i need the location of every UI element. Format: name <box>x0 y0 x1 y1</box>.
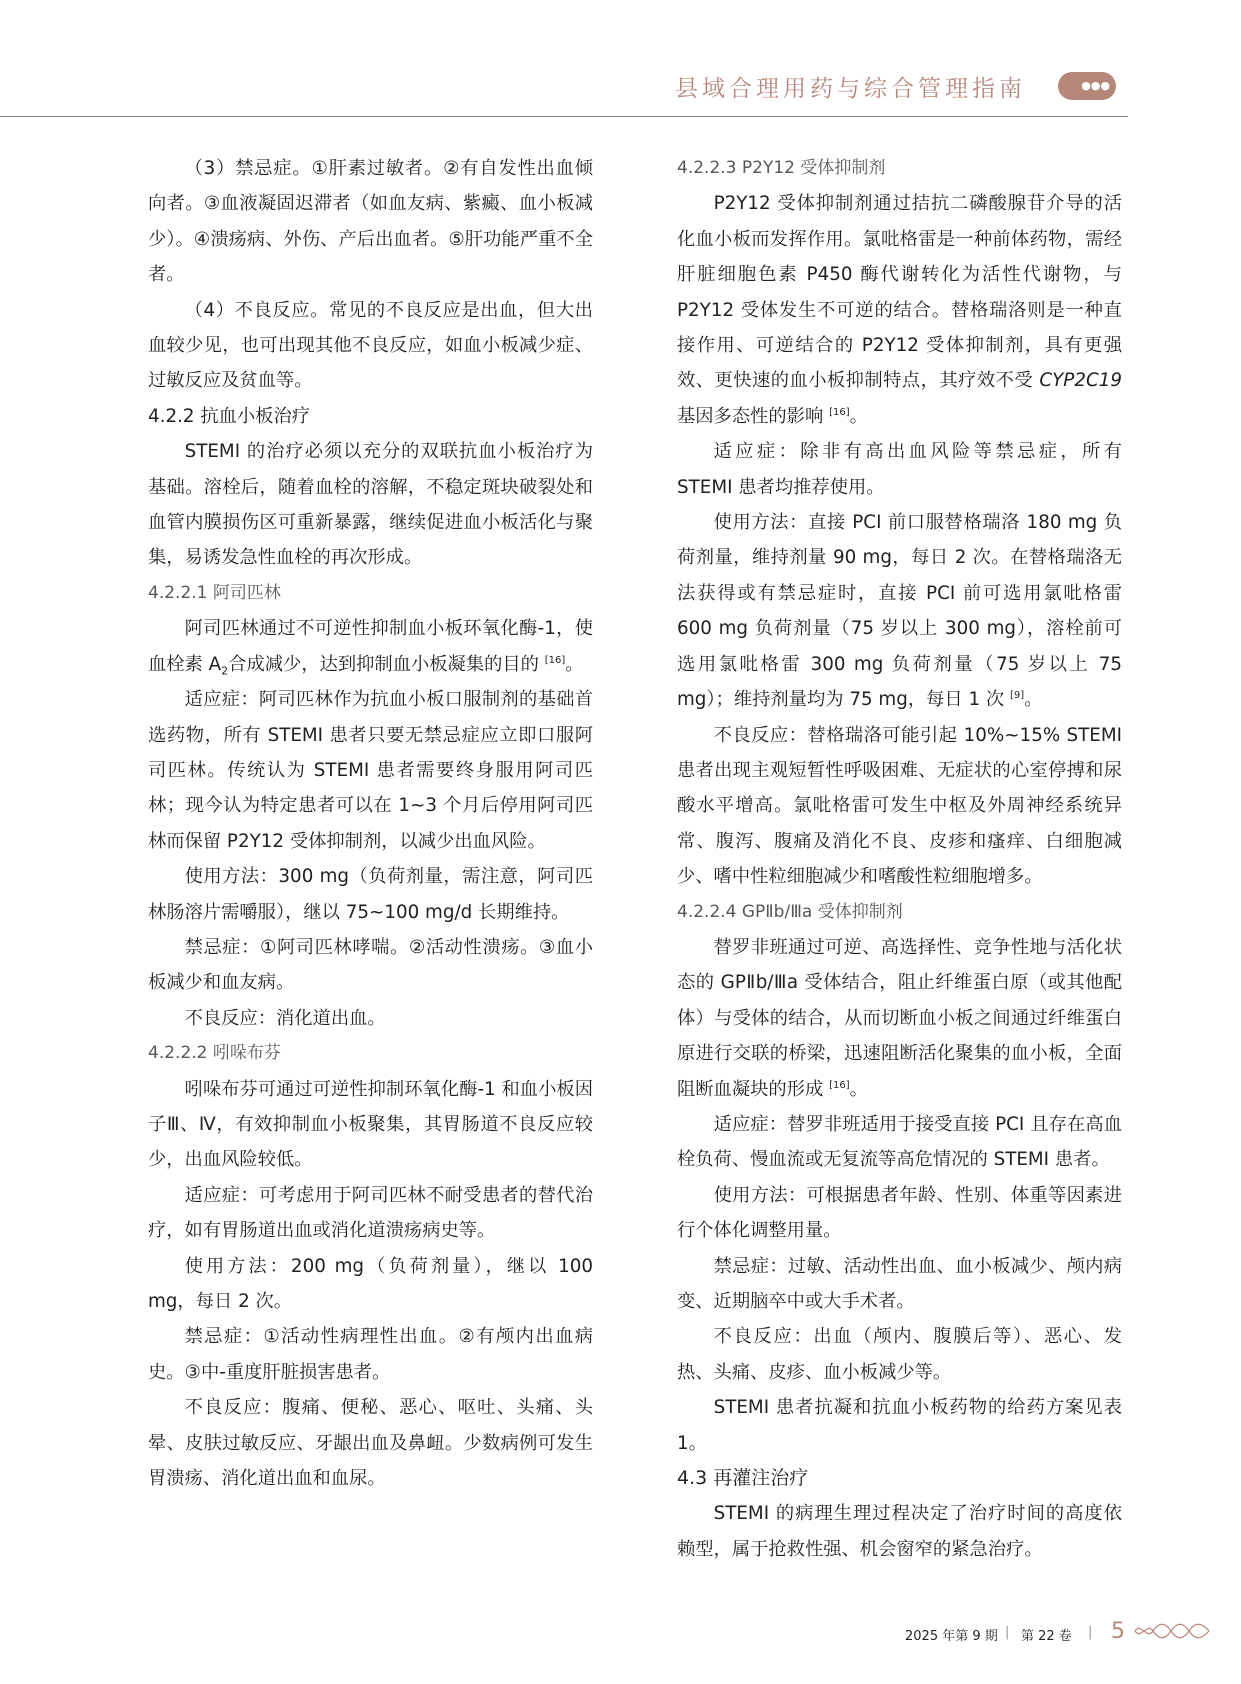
section-heading <box>677 1461 1122 1496</box>
paragraph-text: 。 <box>849 1078 868 1100</box>
volume-label: 第 22 卷 <box>1021 1629 1072 1644</box>
left-column <box>148 151 593 1496</box>
paragraph <box>677 505 1122 717</box>
citation-ref: [16] <box>829 406 850 418</box>
paragraph-text: 适应症：除非有高出血风险等禁忌症，所有 STEMI 患者均推荐使用。 <box>677 441 1122 498</box>
gene-name: CYP2C19 <box>1039 370 1122 392</box>
paragraph <box>148 151 593 293</box>
paragraph-text: 使用方法：300 mg（负荷剂量，需注意，阿司匹林肠溶片需嚼服），继以 75~100 mg/d 长期维持。 <box>148 866 593 923</box>
footer-separator: | <box>1005 1625 1010 1640</box>
section-heading <box>148 1036 593 1071</box>
paragraph-text: 不良反应：替格瑞洛可能引起 10%~15% STEMI 患者出现主观短暂性呼吸困难、无症状的心室停搏和尿酸水平增高。氯吡格雷可发生中枢及外周神经系统异常、腹泻、腹痛及消化不良、皮疹和瘙痒、白细胞减少、嗜中性粒细胞减少和嗜酸性粒细胞增多。 <box>677 724 1122 888</box>
paragraph-text: 4.2.2.1 阿司匹林 <box>148 582 281 603</box>
paragraph-text: 。 <box>565 653 584 675</box>
section-heading <box>677 151 1122 186</box>
paragraph <box>677 434 1122 505</box>
page-number: 5 <box>1111 1619 1125 1644</box>
paragraph <box>677 1249 1122 1320</box>
citation-ref: [16] <box>544 654 566 666</box>
paragraph <box>677 718 1122 895</box>
paragraph <box>148 1319 593 1390</box>
citation-ref: [16] <box>829 1079 850 1091</box>
paragraph-text: 4.2.2.4 GPⅡb/Ⅲa 受体抑制剂 <box>677 901 903 922</box>
paragraph <box>677 186 1122 434</box>
paragraph-text: 吲哚布芬可通过可逆性抑制环氧化酶-1 和血小板因子Ⅲ、Ⅳ，有效抑制血小板聚集，其胃肠道不良反应较少，出血风险较低。 <box>148 1078 593 1171</box>
section-heading <box>148 576 593 611</box>
section-heading <box>677 895 1122 930</box>
wave-pattern-icon <box>1133 1620 1211 1642</box>
paragraph-text: 禁忌症：过敏、活动性出血、血小板减少、颅内病变、近期脑卒中或大手术者。 <box>677 1255 1122 1312</box>
paragraph-text: 合成减少，达到抑制血小板凝集的目的 <box>228 653 545 675</box>
paragraph-text: 不良反应：腹痛、便秘、恶心、呕吐、头痛、头晕、皮肤过敏反应、牙龈出血及鼻衄。少数病例可发生胃溃疡、消化道出血和血尿。 <box>148 1397 593 1490</box>
paragraph-text: 使用方法：可根据患者年龄、性别、体重等因素进行个体化调整用量。 <box>677 1184 1122 1242</box>
paragraph <box>148 682 593 859</box>
footer-separator: | <box>1088 1625 1093 1640</box>
paragraph <box>148 859 593 930</box>
paragraph-text: STEMI 的治疗必须以充分的双联抗血小板治疗为基础。溶栓后，随着血栓的溶解，不稳定斑块破裂处和血管内膜损伤区可重新暴露，继续促进血小板活化与聚集，易诱发急性血栓的再次形成。 <box>148 441 593 569</box>
logo-dots-icon: ●●● <box>1081 79 1110 92</box>
paragraph <box>148 1072 593 1178</box>
paragraph-text: STEMI 患者抗凝和抗血小板药物的给药方案见表 1。 <box>677 1397 1122 1454</box>
paragraph <box>148 611 593 682</box>
paragraph-text: 适应症：阿司匹林作为抗血小板口服制剂的基础首选药物，所有 STEMI 患者只要无禁忌症应立即口服阿司匹林。传统认为 STEMI 患者需要终身服用阿司匹林；现今认为特定患者可以在 1~3 个月后停用阿司匹林而保留 P2Y12 受体抑制剂，以减少出血风险。 <box>148 689 593 852</box>
paragraph-text: （3）禁忌症。①肝素过敏者。②有自发性出血倾向者。③血液凝固迟滞者（如血友病、紫癜、血小板减少）。④溃疡病、外伤、产后出血者。⑤肝功能严重不全者。 <box>148 158 593 286</box>
paragraph-text: 适应症：可考虑用于阿司匹林不耐受患者的替代治疗，如有胃肠道出血或消化道溃疡病史等。 <box>148 1184 593 1242</box>
paragraph-text: 4.2.2.2 吲哚布芬 <box>148 1043 281 1064</box>
paragraph-text: 4.2.2.3 P2Y12 受体抑制剂 <box>677 158 886 178</box>
paragraph <box>677 1496 1122 1567</box>
paragraph <box>148 1390 593 1496</box>
paragraph-text: （4）不良反应。常见的不良反应是出血，但大出血较少见，也可出现其他不良反应，如血小板减少症、过敏反应及贫血等。 <box>148 299 593 392</box>
paragraph-text: 禁忌症：①阿司匹林哮喘。②活动性溃疡。③血小板减少和血友病。 <box>148 936 593 994</box>
paragraph-text: STEMI 的病理生理过程决定了治疗时间的高度依赖型，属于抢救性强、机会窗窄的紧急治疗。 <box>677 1503 1122 1560</box>
subscript: 2 <box>221 664 229 678</box>
header-rule <box>0 116 1128 117</box>
right-column <box>677 151 1122 1567</box>
paragraph <box>148 434 593 576</box>
journal-title: 县域合理用药与综合管理指南 <box>675 76 1026 102</box>
paragraph-text: 使用方法：200 mg（负荷剂量），继以 100 mg，每日 2 次。 <box>148 1255 593 1312</box>
paragraph-text: 替罗非班通过可逆、高选择性、竞争性地与活化状态的 GPⅡb/Ⅲa 受体结合，阻止纤维蛋白原（或其他配体）与受体的结合，从而切断血小板之间通过纤维蛋白原进行交联的桥梁，迅速阻断活化聚集的血小板，全面阻断血凝块的形成 <box>677 936 1122 1100</box>
paragraph-text: 。 <box>849 405 868 427</box>
journal-logo <box>1058 72 1116 100</box>
paragraph <box>677 930 1122 1107</box>
paragraph <box>148 1178 593 1249</box>
paragraph-text: 不良反应：消化道出血。 <box>184 1007 386 1029</box>
paragraph <box>677 1390 1122 1461</box>
paragraph-text: P2Y12 受体抑制剂通过拮抗二磷酸腺苷介导的活化血小板而发挥作用。氯吡格雷是一种前体药物，需经肝脏细胞色素 P450 酶代谢转化为活性代谢物，与 P2Y12 受体发生不可逆的结合。替格瑞洛则是一种直接作用、可逆结合的 P2Y12 受体抑制剂，具有更强效、更快速的血小板抑制特点，其疗效不受 <box>677 193 1122 392</box>
paragraph <box>148 1249 593 1320</box>
paragraph-text: 。 <box>1024 689 1043 711</box>
paragraph-text: 阿司匹林通过不可逆性抑制血小板环氧化酶-1，使血栓素 A <box>148 618 593 675</box>
paragraph <box>677 1178 1122 1249</box>
paragraph-text: 不良反应：出血（颅内、腹膜后等）、恶心、发热、头痛、皮疹、血小板减少等。 <box>677 1326 1122 1383</box>
paragraph <box>677 1319 1122 1390</box>
paragraph-text: 4.2.2 抗血小板治疗 <box>148 405 311 427</box>
section-heading <box>148 399 593 434</box>
paragraph <box>677 1107 1122 1178</box>
issue-label: 2025 年第 9 期 <box>905 1629 998 1644</box>
paragraph-text: 4.3 再灌注治疗 <box>677 1467 809 1490</box>
paragraph-text: 基因多态性的影响 <box>677 405 830 427</box>
citation-ref: [9] <box>1010 690 1025 702</box>
paragraph <box>148 1001 593 1036</box>
paragraph <box>148 930 593 1001</box>
paragraph-text: 使用方法：直接 PCI 前口服替格瑞洛 180 mg 负荷剂量，维持剂量 90 mg，每日 2 次。在替格瑞洛无法获得或有禁忌症时，直接 PCI 前可选用氯吡格雷 600 mg 负荷剂量（75 岁以上 300 mg），溶栓前可选用氯吡格雷 300 mg 负荷剂量（75 岁以上 75 mg）；维持剂量均为 75 mg，每日 1 次 <box>677 512 1122 711</box>
paragraph-text: 禁忌症：①活动性病理性出血。②有颅内出血病史。③中-重度肝脏损害患者。 <box>148 1326 593 1383</box>
paragraph <box>148 293 593 399</box>
paragraph-text: 适应症：替罗非班适用于接受直接 PCI 且存在高血栓负荷、慢血流或无复流等高危情况的 STEMI 患者。 <box>677 1113 1122 1171</box>
